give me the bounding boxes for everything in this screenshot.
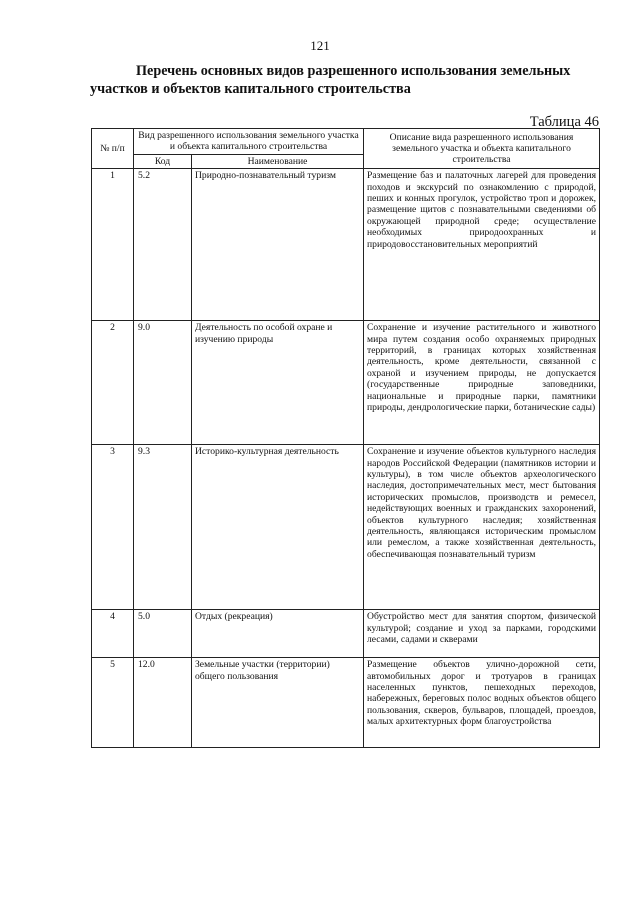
cell-num: 3 [92, 445, 134, 610]
cell-code: 9.3 [134, 445, 192, 610]
cell-name: Историко-культурная деятельность [192, 445, 364, 610]
cell-description: Сохранение и изучение объектов культурного наследия народов Российской Федерации (памятников истории и культуры), в том числе объектов археологического наследия, достопримечательных мест, мест бытования исторических промыслов, производств и ремесел, недействующих военных и гражданских захоронений, объектов культурного наследия; хозяйственная деятельность, являющаяся историческим промыслом или ремеслом, а также хозяйственная деятельность, обеспечивающая познавательный туризм [364, 445, 600, 610]
table-row [92, 658, 600, 748]
cell-description: Размещение баз и палаточных лагерей для проведения походов и экскурсий по ознакомлению с природой, пеших и конных прогулок, устройство троп и дорожек, размещение щитов с познавательными сведениями об окружающей природной среде; осуществление необходимых природоохранных и природовосстановительных мероприятий [364, 169, 600, 321]
table-row [92, 321, 600, 445]
cell-description: Обустройство мест для занятия спортом, физической культурой; создание и уход за парками, городскими лесами, садами и скверами [364, 610, 600, 658]
cell-code: 9.0 [134, 321, 192, 445]
table-header [92, 129, 600, 169]
cell-num: 4 [92, 610, 134, 658]
header-code: Код [134, 154, 192, 168]
cell-name: Земельные участки (территории) общего пользования [192, 658, 364, 748]
cell-name: Отдых (рекреация) [192, 610, 364, 658]
table-body [92, 169, 600, 748]
header-description: Описание вида разрешенного использования земельного участка и объекта капитального строительства [364, 129, 600, 169]
table-row [92, 610, 600, 658]
cell-num: 5 [92, 658, 134, 748]
table-label: Таблица 46 [529, 114, 599, 130]
cell-num: 2 [92, 321, 134, 445]
cell-name: Природно-познавательный туризм [192, 169, 364, 321]
cell-description: Размещение объектов улично-дорожной сети, автомобильных дорог и тротуаров в границах населенных пунктов, пешеходных переходов, набережных, береговых полос водных объектов общего пользования, скверов, бульваров, площадей, проездов, малых архитектурных форм благоустройства [364, 658, 600, 748]
land-use-table [91, 128, 600, 748]
cell-num: 1 [92, 169, 134, 321]
table-row [92, 169, 600, 321]
header-kind-group: Вид разрешенного использования земельного участка и объекта капитального строительства [134, 129, 364, 155]
cell-name: Деятельность по особой охране и изучению природы [192, 321, 364, 445]
page-title: Перечень основных видов разрешенного использования земельных участков и объектов капитального строительства [90, 63, 571, 97]
table-row [92, 445, 600, 610]
cell-description: Сохранение и изучение растительного и животного мира путем создания особо охраняемых природных территорий, в границах которых хозяйственная деятельность, кроме деятельности, связанной с охраной и изучением природы, не допускается (государственные природные заповедники, национальные и природные парки, памятники природы, дендрологические парки, ботанические сады) [364, 321, 600, 445]
cell-code: 5.0 [134, 610, 192, 658]
page-number: 121 [310, 38, 330, 53]
cell-code: 5.2 [134, 169, 192, 321]
header-num: № п/п [92, 129, 134, 169]
cell-code: 12.0 [134, 658, 192, 748]
header-name: Наименование [192, 154, 364, 168]
